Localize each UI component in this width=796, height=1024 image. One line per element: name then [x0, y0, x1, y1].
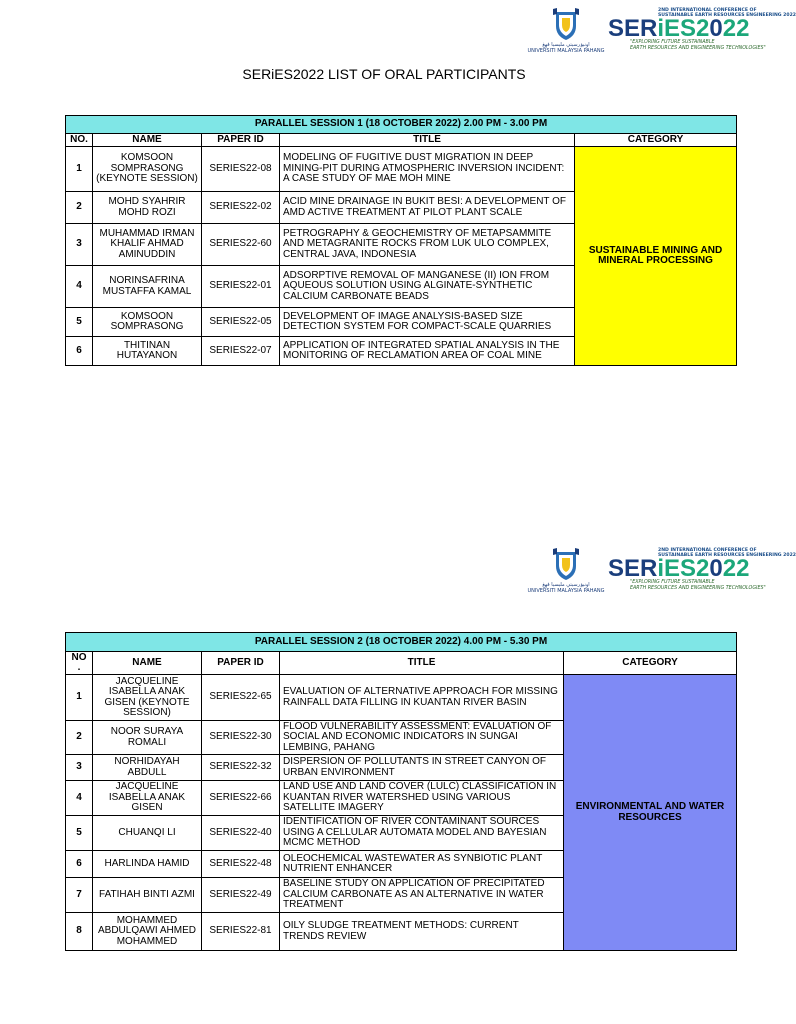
ump-name: UNIVERSITI MALAYSIA PAHANG	[527, 48, 605, 54]
row-no: 7	[66, 878, 93, 913]
row-name: FATIHAH BINTI AZMI	[93, 878, 202, 913]
series-logo	[608, 548, 796, 591]
row-title: ACID MINE DRAINAGE IN BUKIT BESI: A DEVELOPMENT OF AMD ACTIVE TREATMENT AT PILOT PLANT SCALE	[280, 192, 575, 224]
row-no: 6	[66, 851, 93, 878]
row-title: EVALUATION OF ALTERNATIVE APPROACH FOR MISSING RAINFALL DATA FILLING IN KUANTAN RIVER BASIN	[280, 675, 564, 721]
session1-table	[65, 115, 737, 366]
row-no: 8	[66, 913, 93, 951]
row-paper-id: SERIES22-30	[202, 721, 280, 755]
row-paper-id: SERIES22-65	[202, 675, 280, 721]
ump-name: UNIVERSITI MALAYSIA PAHANG	[527, 588, 605, 594]
row-no: 6	[66, 337, 93, 366]
row-no: 1	[66, 675, 93, 721]
series-conf-line1: 2ND INTERNATIONAL CONFERENCE OF	[658, 8, 757, 13]
row-no: 1	[66, 147, 93, 192]
row-paper-id: SERIES22-02	[202, 192, 280, 224]
row-paper-id: SERIES22-81	[202, 913, 280, 951]
series-conf-line2: SUSTAINABLE EARTH RESOURCES ENGINEERING 2022	[658, 13, 796, 18]
ump-name-arabic: اونيۏرسيتي مليسيا ڤهڠ	[542, 582, 590, 588]
ump-shield-icon	[553, 548, 579, 582]
row-title: APPLICATION OF INTEGRATED SPATIAL ANALYSIS IN THE MONITORING OF RECLAMATION AREA OF COAL MINE	[280, 337, 575, 366]
row-no: 4	[66, 266, 93, 308]
row-paper-id: SERIES22-08	[202, 147, 280, 192]
col-no-line1: NO	[71, 651, 87, 663]
col-title: TITLE	[280, 652, 564, 675]
series-tag-line2: EARTH RESOURCES AND ENGINEERING TECHNOLOGIES"	[630, 45, 766, 51]
series-word-a: SER	[608, 555, 658, 582]
row-paper-id: SERIES22-40	[202, 816, 280, 851]
row-name: NOOR SURAYA ROMALI	[93, 721, 202, 755]
row-title: OLEOCHEMICAL WASTEWATER AS SYNBIOTIC PLANT NUTRIENT ENHANCER	[280, 851, 564, 878]
row-name: MOHAMMED ABDULQAWI AHMED MOHAMMED	[93, 913, 202, 951]
row-no: 3	[66, 755, 93, 781]
ump-logo	[527, 8, 605, 54]
series-tag-line1: "EXPLORING FUTURE SUSTAINABLE	[630, 40, 715, 45]
session1-category: SUSTAINABLE MINING AND MINERAL PROCESSING	[575, 147, 737, 366]
series-wordmark	[608, 15, 750, 42]
series-word-b: iES2	[657, 15, 710, 42]
row-title: PETROGRAPHY & GEOCHEMISTRY OF METAPSAMMITE AND METAGRANITE ROCKS FROM LUK ULO COMPLEX, CENTRAL JAVA, INDONESIA	[280, 224, 575, 266]
row-paper-id: SERIES22-32	[202, 755, 280, 781]
col-no-line2: .	[77, 662, 81, 673]
col-category: CATEGORY	[575, 134, 737, 147]
row-title: DEVELOPMENT OF IMAGE ANALYSIS-BASED SIZE DETECTION SYSTEM FOR COMPACT-SCALE QUARRIES	[280, 308, 575, 337]
row-title: MODELING OF FUGITIVE DUST MIGRATION IN DEEP MINING-PIT DURING ATMOSPHERIC INVERSION INCIDENT: A CASE STUDY OF MAE MOH MINE	[280, 147, 575, 192]
row-title: BASELINE STUDY ON APPLICATION OF PRECIPITATED CALCIUM CARBONATE AS AN ALTERNATIVE IN WATER TREATMENT	[280, 878, 564, 913]
row-no: 4	[66, 781, 93, 816]
row-no: 5	[66, 816, 93, 851]
series-word-c: 0	[709, 15, 723, 42]
session1-heading: PARALLEL SESSION 1 (18 OCTOBER 2022) 2.00 PM - 3.00 PM	[66, 116, 737, 134]
col-name: NAME	[93, 652, 202, 675]
row-paper-id: SERIES22-60	[202, 224, 280, 266]
header-logos	[527, 8, 796, 54]
ump-logo	[527, 548, 605, 594]
series-word-c: 0	[709, 555, 723, 582]
row-title: LAND USE AND LAND COVER (LULC) CLASSIFICATION IN KUANTAN RIVER WATERSHED USING VARIOUS SATELLITE IMAGERY	[280, 781, 564, 816]
session2-category: ENVIRONMENTAL AND WATER RESOURCES	[564, 675, 737, 951]
col-paper-id: PAPER ID	[202, 134, 280, 147]
series-word-b: iES2	[657, 555, 710, 582]
series-word-d: 22	[722, 15, 750, 42]
series-tag-line1: "EXPLORING FUTURE SUSTAINABLE	[630, 580, 715, 585]
document-title: SERiES2022 LIST OF ORAL PARTICIPANTS	[242, 66, 526, 82]
row-name: KOMSOON SOMPRASONG	[93, 308, 202, 337]
row-name: NORINSAFRINA MUSTAFFA KAMAL	[93, 266, 202, 308]
row-paper-id: SERIES22-48	[202, 851, 280, 878]
row-no: 2	[66, 721, 93, 755]
row-name: JACQUELINE ISABELLA ANAK GISEN (KEYNOTE SESSION)	[93, 675, 202, 721]
row-name: NORHIDAYAH ABDULL	[93, 755, 202, 781]
row-paper-id: SERIES22-01	[202, 266, 280, 308]
row-title: IDENTIFICATION OF RIVER CONTAMINANT SOURCES USING A CELLULAR AUTOMATA MODEL AND BAYESIAN MCMC METHOD	[280, 816, 564, 851]
col-name: NAME	[93, 134, 202, 147]
session2-heading: PARALLEL SESSION 2 (18 OCTOBER 2022) 4.00 PM - 5.30 PM	[66, 633, 737, 652]
ump-name-arabic: اونيۏرسيتي مليسيا ڤهڠ	[542, 42, 590, 48]
series-conf-line1: 2ND INTERNATIONAL CONFERENCE OF	[658, 548, 757, 553]
row-name: MOHD SYAHRIR MOHD ROZI	[93, 192, 202, 224]
col-title: TITLE	[280, 134, 575, 147]
row-name: KOMSOON SOMPRASONG (KEYNOTE SESSION)	[93, 147, 202, 192]
row-no: 5	[66, 308, 93, 337]
row-paper-id: SERIES22-49	[202, 878, 280, 913]
table-row	[66, 675, 737, 721]
row-name: MUHAMMAD IRMAN KHALIF AHMAD AMINUDDIN	[93, 224, 202, 266]
row-title: FLOOD VULNERABILITY ASSESSMENT: EVALUATION OF SOCIAL AND ECONOMIC INDICATORS IN SUNGAI LEMBING, PAHANG	[280, 721, 564, 755]
row-name: THITINAN HUTAYANON	[93, 337, 202, 366]
series-wordmark	[608, 555, 750, 582]
col-category: CATEGORY	[564, 652, 737, 675]
series-word-d: 22	[722, 555, 750, 582]
row-title: OILY SLUDGE TREATMENT METHODS: CURRENT TRENDS REVIEW	[280, 913, 564, 951]
series-conf-line2: SUSTAINABLE EARTH RESOURCES ENGINEERING 2022	[658, 553, 796, 558]
series-tag-line2: EARTH RESOURCES AND ENGINEERING TECHNOLOGIES"	[630, 585, 766, 591]
row-paper-id: SERIES22-66	[202, 781, 280, 816]
series-logo	[608, 8, 796, 51]
series-word-a: SER	[608, 15, 658, 42]
row-name: JACQUELINE ISABELLA ANAK GISEN	[93, 781, 202, 816]
row-title: DISPERSION OF POLLUTANTS IN STREET CANYON OF URBAN ENVIRONMENT	[280, 755, 564, 781]
session2-table	[65, 632, 737, 951]
col-paper-id: PAPER ID	[202, 652, 280, 675]
table-row	[66, 147, 737, 192]
row-title: ADSORPTIVE REMOVAL OF MANGANESE (II) ION FROM AQUEOUS SOLUTION USING ALGINATE-SYNTHETIC CALCIUM CARBONATE BEADS	[280, 266, 575, 308]
row-name: CHUANQI LI	[93, 816, 202, 851]
ump-shield-icon	[553, 8, 579, 42]
row-no: 3	[66, 224, 93, 266]
header-logos-2	[527, 548, 796, 594]
row-paper-id: SERIES22-07	[202, 337, 280, 366]
col-no	[66, 652, 93, 675]
row-paper-id: SERIES22-05	[202, 308, 280, 337]
col-no: NO.	[66, 134, 93, 147]
row-no: 2	[66, 192, 93, 224]
row-name: HARLINDA HAMID	[93, 851, 202, 878]
